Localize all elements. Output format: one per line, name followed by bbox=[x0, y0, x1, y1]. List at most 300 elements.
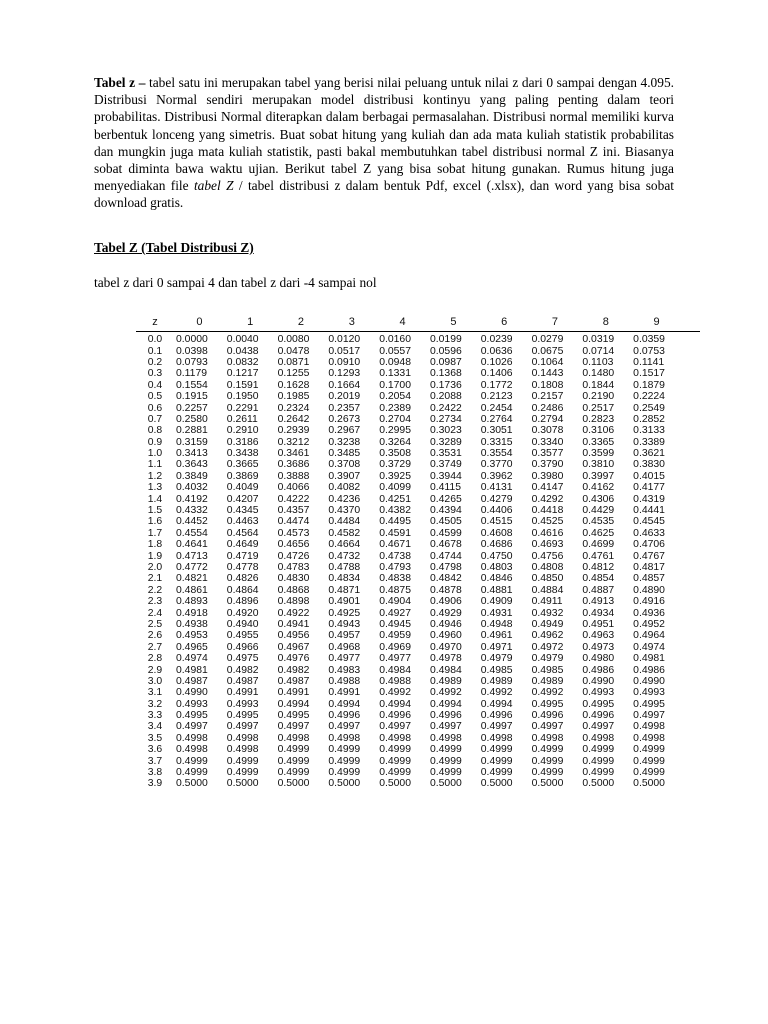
table-row bbox=[136, 687, 700, 698]
probability-cell: 0.4941 bbox=[277, 618, 310, 630]
probability-cell: 0.4938 bbox=[176, 618, 208, 630]
probability-cell: 0.2734 bbox=[429, 413, 462, 425]
probability-cell: 0.4999 bbox=[582, 755, 615, 767]
probability-cell: 0.1179 bbox=[176, 368, 208, 380]
probability-cell: 0.2995 bbox=[379, 425, 411, 437]
probability-cell: 0.0080 bbox=[277, 334, 310, 346]
probability-cell: 0.2642 bbox=[277, 413, 310, 425]
probability-cell: 0.1368 bbox=[429, 368, 462, 380]
probability-cell: 0.4999 bbox=[429, 755, 462, 767]
probability-cell: 0.1985 bbox=[277, 391, 310, 403]
z-value-cell: 0.9 bbox=[147, 436, 163, 448]
z-value-cell: 0.0 bbox=[147, 334, 163, 346]
probability-cell: 0.3888 bbox=[277, 470, 310, 482]
header-cell-5: 5 bbox=[450, 315, 457, 328]
probability-cell: 0.4946 bbox=[429, 618, 462, 630]
probability-cell: 0.0000 bbox=[176, 334, 208, 346]
probability-cell: 0.4999 bbox=[277, 767, 310, 779]
z-value-cell: 2.0 bbox=[147, 562, 163, 573]
probability-cell: 0.2823 bbox=[582, 413, 615, 425]
table-row bbox=[136, 767, 700, 778]
probability-cell: 0.4177 bbox=[633, 482, 665, 494]
probability-cell: 0.4993 bbox=[633, 687, 665, 699]
z-value-cell: 3.5 bbox=[147, 732, 163, 744]
probability-cell: 0.4989 bbox=[531, 675, 564, 687]
probability-cell: 0.4955 bbox=[226, 630, 259, 642]
probability-cell: 0.4990 bbox=[582, 675, 615, 687]
probability-cell: 0.4999 bbox=[277, 755, 310, 767]
table-row bbox=[136, 471, 700, 482]
table-row bbox=[136, 607, 700, 618]
probability-cell: 0.4997 bbox=[480, 721, 513, 733]
probability-cell: 0.0319 bbox=[582, 334, 615, 346]
z-value-cell: 1.3 bbox=[147, 482, 163, 494]
probability-cell: 0.5000 bbox=[633, 778, 665, 790]
probability-cell: 0.4082 bbox=[328, 482, 361, 494]
probability-cell: 0.4495 bbox=[379, 516, 411, 528]
probability-cell: 0.2549 bbox=[633, 402, 665, 414]
probability-cell: 0.1700 bbox=[379, 379, 411, 391]
table-row bbox=[136, 710, 700, 721]
header-cell-4: 4 bbox=[399, 315, 406, 328]
probability-cell: 0.2454 bbox=[480, 402, 513, 414]
probability-cell: 0.1879 bbox=[633, 379, 665, 391]
probability-cell: 0.2939 bbox=[277, 425, 310, 437]
z-value-cell: 0.1 bbox=[147, 345, 163, 357]
probability-cell: 0.4998 bbox=[379, 732, 411, 744]
probability-cell: 0.4535 bbox=[582, 516, 615, 528]
probability-cell: 0.0793 bbox=[176, 356, 208, 368]
probability-cell: 0.1554 bbox=[176, 379, 208, 391]
probability-cell: 0.1406 bbox=[480, 368, 513, 380]
probability-cell: 0.3770 bbox=[480, 459, 513, 471]
probability-cell: 0.4918 bbox=[176, 607, 208, 619]
probability-cell: 0.4998 bbox=[176, 732, 208, 744]
probability-cell: 0.4988 bbox=[379, 675, 411, 687]
probability-cell: 0.4986 bbox=[633, 664, 665, 676]
z-value-cell: 2.7 bbox=[147, 641, 163, 653]
table-row bbox=[136, 380, 700, 391]
table-row bbox=[136, 516, 700, 527]
probability-cell: 0.4418 bbox=[531, 505, 564, 517]
probability-cell: 0.4973 bbox=[582, 641, 615, 653]
probability-cell: 0.4997 bbox=[633, 710, 665, 722]
probability-cell: 0.4999 bbox=[531, 744, 564, 756]
probability-cell: 0.0557 bbox=[379, 345, 411, 357]
table-row bbox=[136, 334, 700, 345]
probability-cell: 0.2054 bbox=[379, 391, 411, 403]
probability-cell: 0.4772 bbox=[176, 562, 208, 573]
probability-cell: 0.4719 bbox=[226, 550, 259, 562]
probability-cell: 0.4994 bbox=[277, 698, 310, 710]
probability-cell: 0.4988 bbox=[328, 675, 361, 687]
probability-cell: 0.4964 bbox=[633, 630, 665, 642]
probability-cell: 0.3869 bbox=[226, 470, 259, 482]
probability-cell: 0.4332 bbox=[176, 505, 208, 517]
probability-cell: 0.1255 bbox=[277, 368, 310, 380]
probability-cell: 0.4993 bbox=[582, 687, 615, 699]
probability-cell: 0.4649 bbox=[226, 539, 259, 551]
probability-cell: 0.4929 bbox=[429, 607, 462, 619]
probability-cell: 0.3686 bbox=[277, 459, 310, 471]
probability-cell: 0.4976 bbox=[277, 653, 310, 665]
probability-cell: 0.4992 bbox=[429, 687, 462, 699]
table-row bbox=[136, 437, 700, 448]
probability-cell: 0.4991 bbox=[328, 687, 361, 699]
probability-cell: 0.4994 bbox=[328, 698, 361, 710]
probability-cell: 0.3365 bbox=[582, 436, 615, 448]
probability-cell: 0.3159 bbox=[176, 436, 208, 448]
probability-cell: 0.4147 bbox=[531, 482, 564, 494]
section-heading: Tabel Z (Tabel Distribusi Z) bbox=[94, 240, 254, 255]
probability-cell: 0.4998 bbox=[429, 732, 462, 744]
probability-cell: 0.4962 bbox=[531, 630, 564, 642]
probability-cell: 0.4985 bbox=[531, 664, 564, 676]
table-row bbox=[136, 425, 700, 436]
z-value-cell: 1.9 bbox=[147, 550, 163, 562]
probability-cell: 0.2764 bbox=[480, 413, 513, 425]
probability-cell: 0.4996 bbox=[480, 710, 513, 722]
probability-cell: 0.3315 bbox=[480, 436, 513, 448]
probability-cell: 0.4996 bbox=[328, 710, 361, 722]
probability-cell: 0.4989 bbox=[480, 675, 513, 687]
probability-cell: 0.4997 bbox=[226, 721, 259, 733]
header-cell-6: 6 bbox=[501, 315, 508, 328]
probability-cell: 0.4854 bbox=[582, 573, 615, 585]
table-row bbox=[136, 755, 700, 766]
probability-cell: 0.4842 bbox=[429, 573, 462, 585]
probability-cell: 0.4968 bbox=[328, 641, 361, 653]
probability-cell: 0.4884 bbox=[531, 584, 564, 596]
probability-cell: 0.0596 bbox=[429, 345, 462, 357]
probability-cell: 0.4406 bbox=[480, 505, 513, 517]
table-row bbox=[136, 402, 700, 413]
probability-cell: 0.4994 bbox=[429, 698, 462, 710]
probability-cell: 0.4992 bbox=[480, 687, 513, 699]
z-value-cell: 1.4 bbox=[147, 493, 163, 505]
probability-cell: 0.1443 bbox=[531, 368, 564, 380]
probability-cell: 0.4699 bbox=[582, 539, 615, 551]
header-cell-0: 0 bbox=[196, 315, 203, 328]
probability-cell: 0.2291 bbox=[226, 402, 259, 414]
z-value-cell: 2.6 bbox=[147, 630, 163, 642]
probability-cell: 0.4429 bbox=[582, 505, 615, 517]
z-value-cell: 1.6 bbox=[147, 516, 163, 528]
probability-cell: 0.4664 bbox=[328, 539, 361, 551]
probability-cell: 0.1217 bbox=[226, 368, 259, 380]
z-value-cell: 3.3 bbox=[147, 710, 163, 722]
z-value-cell: 0.2 bbox=[147, 356, 163, 368]
probability-cell: 0.4978 bbox=[429, 653, 462, 665]
probability-cell: 0.4608 bbox=[480, 527, 513, 539]
probability-cell: 0.4279 bbox=[480, 493, 513, 505]
probability-cell: 0.4922 bbox=[277, 607, 310, 619]
probability-cell: 0.1844 bbox=[582, 379, 615, 391]
probability-cell: 0.4940 bbox=[226, 618, 259, 630]
probability-cell: 0.4656 bbox=[277, 539, 310, 551]
table-row bbox=[136, 414, 700, 425]
probability-cell: 0.4850 bbox=[531, 573, 564, 585]
probability-cell: 0.4999 bbox=[480, 767, 513, 779]
probability-cell: 0.4713 bbox=[176, 550, 208, 562]
probability-cell: 0.4370 bbox=[328, 505, 361, 517]
probability-cell: 0.4993 bbox=[226, 698, 259, 710]
probability-cell: 0.3264 bbox=[379, 436, 411, 448]
probability-cell: 0.4896 bbox=[226, 596, 259, 608]
table-row bbox=[136, 733, 700, 744]
table-row bbox=[136, 664, 700, 675]
probability-cell: 0.4951 bbox=[582, 618, 615, 630]
probability-cell: 0.3790 bbox=[531, 459, 564, 471]
probability-cell: 0.4821 bbox=[176, 573, 208, 585]
z-value-cell: 1.1 bbox=[147, 459, 163, 471]
probability-cell: 0.4977 bbox=[328, 653, 361, 665]
z-value-cell: 1.0 bbox=[147, 448, 163, 460]
probability-cell: 0.3340 bbox=[531, 436, 564, 448]
probability-cell: 0.1064 bbox=[531, 356, 564, 368]
probability-cell: 0.4633 bbox=[633, 527, 665, 539]
probability-cell: 0.4999 bbox=[582, 767, 615, 779]
table-row bbox=[136, 721, 700, 732]
probability-cell: 0.2611 bbox=[226, 413, 258, 425]
table-row bbox=[136, 448, 700, 459]
probability-cell: 0.3708 bbox=[328, 459, 361, 471]
probability-cell: 0.4999 bbox=[633, 744, 665, 756]
probability-cell: 0.1772 bbox=[480, 379, 513, 391]
z-value-cell: 2.3 bbox=[147, 596, 163, 608]
probability-cell: 0.3051 bbox=[480, 425, 513, 437]
probability-cell: 0.4999 bbox=[429, 767, 462, 779]
probability-cell: 0.3289 bbox=[429, 436, 462, 448]
probability-cell: 0.4974 bbox=[176, 653, 208, 665]
probability-cell: 0.4998 bbox=[480, 732, 513, 744]
probability-cell: 0.3212 bbox=[277, 436, 310, 448]
probability-cell: 0.3849 bbox=[176, 470, 208, 482]
probability-cell: 0.4066 bbox=[277, 482, 310, 494]
table-row bbox=[136, 562, 700, 573]
probability-cell: 0.4857 bbox=[633, 573, 665, 585]
probability-cell: 0.4998 bbox=[531, 732, 564, 744]
table-row bbox=[136, 744, 700, 755]
probability-cell: 0.4192 bbox=[176, 493, 208, 505]
table-row bbox=[136, 482, 700, 493]
table-row bbox=[136, 459, 700, 470]
probability-cell: 0.4131 bbox=[480, 482, 513, 494]
probability-cell: 0.0120 bbox=[328, 334, 361, 346]
probability-cell: 0.4999 bbox=[480, 755, 513, 767]
probability-cell: 0.0478 bbox=[277, 345, 310, 357]
probability-cell: 0.4995 bbox=[226, 710, 259, 722]
probability-cell: 0.4997 bbox=[429, 721, 462, 733]
probability-cell: 0.4931 bbox=[480, 607, 513, 619]
z-value-cell: 2.8 bbox=[147, 653, 163, 665]
probability-cell: 0.4999 bbox=[379, 744, 411, 756]
probability-cell: 0.4996 bbox=[531, 710, 564, 722]
probability-cell: 0.4994 bbox=[480, 698, 513, 710]
probability-cell: 0.4986 bbox=[582, 664, 615, 676]
probability-cell: 0.4505 bbox=[429, 516, 462, 528]
probability-cell: 0.2357 bbox=[328, 402, 361, 414]
probability-cell: 0.3508 bbox=[379, 448, 411, 460]
header-cell-1: 1 bbox=[247, 315, 254, 328]
probability-cell: 0.4890 bbox=[633, 584, 665, 596]
probability-cell: 0.4985 bbox=[480, 664, 513, 676]
probability-cell: 0.4830 bbox=[277, 573, 310, 585]
probability-cell: 0.4599 bbox=[429, 527, 462, 539]
probability-cell: 0.4999 bbox=[328, 767, 361, 779]
probability-cell: 0.3531 bbox=[429, 448, 462, 460]
probability-cell: 0.4484 bbox=[328, 516, 361, 528]
probability-cell: 0.1664 bbox=[328, 379, 361, 391]
probability-cell: 0.4861 bbox=[176, 584, 208, 596]
probability-cell: 0.2704 bbox=[379, 413, 411, 425]
probability-cell: 0.5000 bbox=[429, 778, 462, 790]
probability-cell: 0.4943 bbox=[328, 618, 361, 630]
probability-cell: 0.0871 bbox=[277, 356, 310, 368]
probability-cell: 0.4564 bbox=[226, 527, 259, 539]
probability-cell: 0.4982 bbox=[277, 664, 310, 676]
z-value-cell: 1.7 bbox=[147, 527, 163, 539]
probability-cell: 0.1293 bbox=[328, 368, 361, 380]
probability-cell: 0.4974 bbox=[633, 641, 665, 653]
probability-cell: 0.3078 bbox=[531, 425, 564, 437]
probability-cell: 0.4989 bbox=[429, 675, 462, 687]
probability-cell: 0.1480 bbox=[582, 368, 615, 380]
probability-cell: 0.0438 bbox=[226, 345, 259, 357]
probability-cell: 0.4671 bbox=[379, 539, 411, 551]
probability-cell: 0.4967 bbox=[277, 641, 310, 653]
probability-cell: 0.2157 bbox=[531, 391, 564, 403]
probability-cell: 0.4994 bbox=[379, 698, 411, 710]
probability-cell: 0.4726 bbox=[277, 550, 310, 562]
probability-cell: 0.4783 bbox=[277, 562, 310, 573]
probability-cell: 0.4995 bbox=[277, 710, 310, 722]
probability-cell: 0.4975 bbox=[226, 653, 259, 665]
probability-cell: 0.4838 bbox=[379, 573, 411, 585]
z-value-cell: 2.4 bbox=[147, 607, 163, 619]
probability-cell: 0.0040 bbox=[226, 334, 259, 346]
probability-cell: 0.4463 bbox=[226, 516, 259, 528]
probability-cell: 0.4798 bbox=[429, 562, 462, 573]
probability-cell: 0.4893 bbox=[176, 596, 208, 608]
probability-cell: 0.2389 bbox=[379, 402, 411, 414]
probability-cell: 0.4992 bbox=[379, 687, 411, 699]
probability-cell: 0.0359 bbox=[633, 334, 665, 346]
probability-cell: 0.4999 bbox=[633, 767, 665, 779]
probability-cell: 0.0398 bbox=[176, 345, 208, 357]
probability-cell: 0.4678 bbox=[429, 539, 462, 551]
probability-cell: 0.4957 bbox=[328, 630, 361, 642]
table-row bbox=[136, 596, 700, 607]
z-value-cell: 0.4 bbox=[147, 379, 163, 391]
probability-cell: 0.4981 bbox=[176, 664, 208, 676]
probability-cell: 0.4925 bbox=[328, 607, 361, 619]
table-row bbox=[136, 653, 700, 664]
probability-cell: 0.4984 bbox=[379, 664, 411, 676]
probability-cell: 0.4999 bbox=[226, 755, 259, 767]
probability-cell: 0.3023 bbox=[429, 425, 462, 437]
table-row bbox=[136, 676, 700, 687]
probability-cell: 0.4920 bbox=[226, 607, 259, 619]
probability-cell: 0.2422 bbox=[429, 402, 462, 414]
probability-cell: 0.3238 bbox=[328, 436, 361, 448]
header-cell-8: 8 bbox=[602, 315, 609, 328]
probability-cell: 0.3665 bbox=[226, 459, 259, 471]
probability-cell: 0.3413 bbox=[176, 448, 208, 460]
probability-cell: 0.4582 bbox=[328, 527, 361, 539]
probability-cell: 0.4953 bbox=[176, 630, 208, 642]
z-value-cell: 3.8 bbox=[147, 767, 163, 779]
probability-cell: 0.4999 bbox=[176, 755, 208, 767]
probability-cell: 0.1915 bbox=[176, 391, 208, 403]
probability-cell: 0.3554 bbox=[480, 448, 513, 460]
probability-cell: 0.4987 bbox=[277, 675, 310, 687]
probability-cell: 0.4949 bbox=[531, 618, 564, 630]
probability-cell: 0.4998 bbox=[328, 732, 361, 744]
probability-cell: 0.0517 bbox=[328, 345, 361, 357]
probability-cell: 0.4999 bbox=[633, 755, 665, 767]
probability-cell: 0.3830 bbox=[633, 459, 665, 471]
probability-cell: 0.2486 bbox=[531, 402, 564, 414]
table-row bbox=[136, 368, 700, 379]
probability-cell: 0.4904 bbox=[379, 596, 411, 608]
probability-cell: 0.3907 bbox=[328, 470, 361, 482]
probability-cell: 0.4357 bbox=[277, 505, 310, 517]
probability-cell: 0.4998 bbox=[176, 744, 208, 756]
probability-cell: 0.1141 bbox=[633, 356, 665, 368]
z-value-cell: 2.1 bbox=[147, 573, 163, 585]
probability-cell: 0.3599 bbox=[582, 448, 615, 460]
probability-cell: 0.0199 bbox=[429, 334, 462, 346]
probability-cell: 0.4998 bbox=[633, 721, 665, 733]
probability-cell: 0.3997 bbox=[582, 470, 615, 482]
probability-cell: 0.4934 bbox=[582, 607, 615, 619]
z-value-cell: 3.2 bbox=[147, 698, 163, 710]
probability-cell: 0.4932 bbox=[531, 607, 564, 619]
probability-cell: 0.4999 bbox=[480, 744, 513, 756]
probability-cell: 0.0160 bbox=[379, 334, 411, 346]
probability-cell: 0.4319 bbox=[633, 493, 665, 505]
probability-cell: 0.5000 bbox=[582, 778, 615, 790]
probability-cell: 0.4545 bbox=[633, 516, 665, 528]
table-row bbox=[136, 699, 700, 710]
probability-cell: 0.4999 bbox=[328, 755, 361, 767]
probability-cell: 0.4846 bbox=[480, 573, 513, 585]
probability-cell: 0.4948 bbox=[480, 618, 513, 630]
probability-cell: 0.4793 bbox=[379, 562, 411, 573]
probability-cell: 0.1026 bbox=[480, 356, 513, 368]
probability-cell: 0.2673 bbox=[328, 413, 361, 425]
probability-cell: 0.4992 bbox=[531, 687, 564, 699]
probability-cell: 0.4998 bbox=[226, 744, 259, 756]
z-value-cell: 3.9 bbox=[147, 778, 163, 790]
probability-cell: 0.5000 bbox=[176, 778, 208, 790]
probability-cell: 0.4966 bbox=[226, 641, 259, 653]
probability-cell: 0.4960 bbox=[429, 630, 462, 642]
probability-cell: 0.4998 bbox=[226, 732, 259, 744]
table-row bbox=[136, 630, 700, 641]
probability-cell: 0.4961 bbox=[480, 630, 513, 642]
probability-cell: 0.4999 bbox=[176, 767, 208, 779]
probability-cell: 0.4969 bbox=[379, 641, 411, 653]
probability-cell: 0.4162 bbox=[582, 482, 615, 494]
z-value-cell: 3.0 bbox=[147, 675, 163, 687]
probability-cell: 0.4997 bbox=[531, 721, 564, 733]
z-value-cell: 0.7 bbox=[147, 413, 163, 425]
table-row bbox=[136, 619, 700, 630]
probability-cell: 0.4878 bbox=[429, 584, 462, 596]
table-subtitle: tabel z dari 0 sampai 4 dan tabel z dari -4 sampai nol bbox=[94, 275, 377, 290]
